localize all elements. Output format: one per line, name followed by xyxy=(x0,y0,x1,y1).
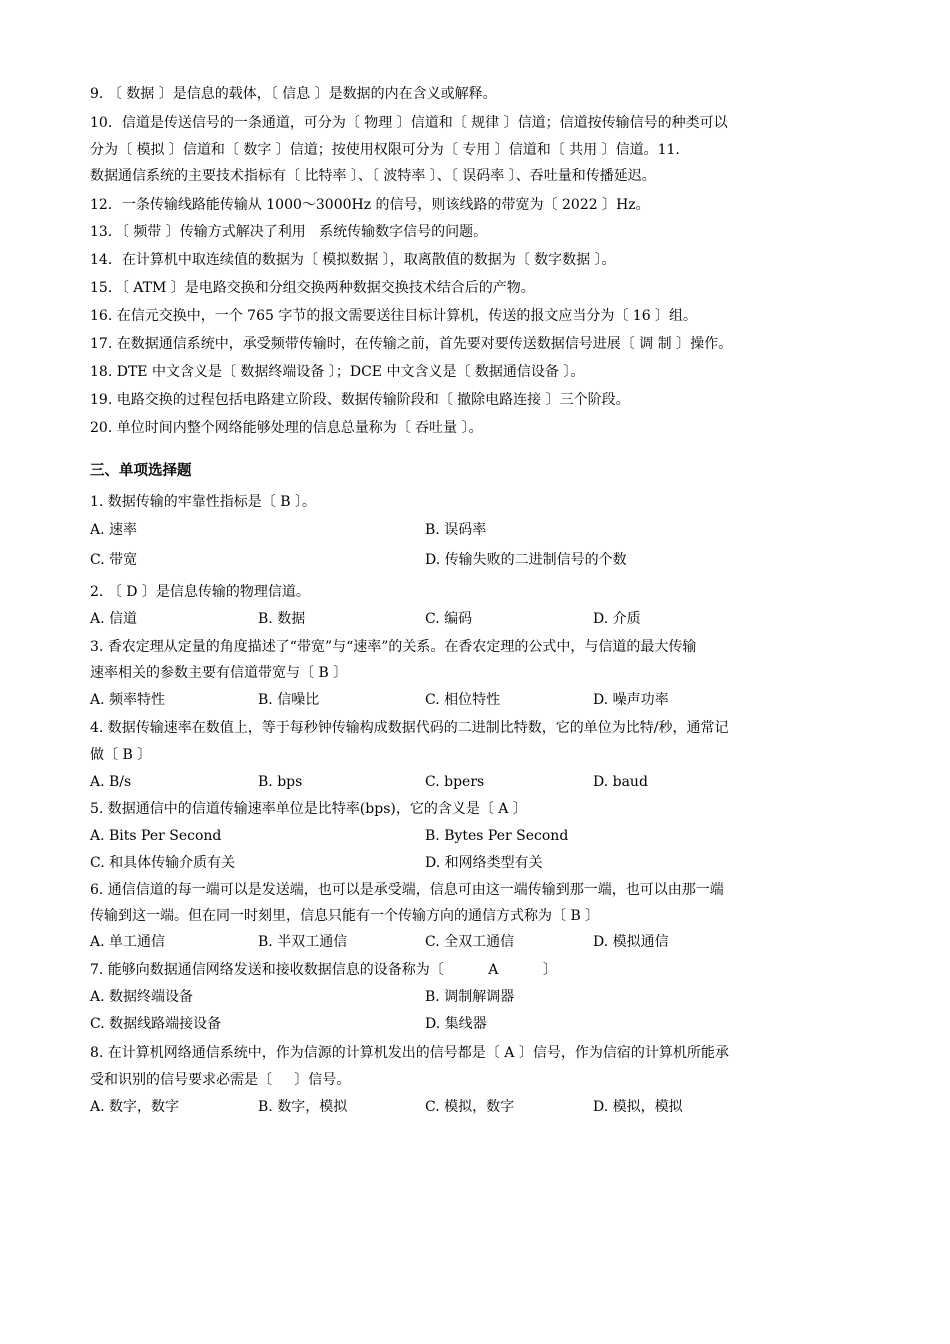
fill-line-11: 数据通信系统的主要技术指标有〔 比特率 〕、〔 波特率 〕、〔 误码率 〕、吞吐量和传播延迟。 xyxy=(90,168,656,184)
q8-stem-1: 8. 在计算机网络通信系统中，作为信源的计算机发出的信号都是〔 A 〕信号，作为信宿的计算机所能承 xyxy=(90,1045,729,1061)
fill-line-17: 17. 在数据通信系统中，承受频带传输时，在传输之前，首先要对要传送数据信号进展〔 调 制 〕操作。 xyxy=(90,336,733,352)
section-title: 三、单项选择题 xyxy=(90,463,192,479)
fill-line-9: 9. 〔 数据 〕是信息的载体，〔 信息 〕是数据的内在含义或解释。 xyxy=(90,86,497,102)
q5-option-d: D. 和网络类型有关 xyxy=(425,855,543,871)
q3-option-d: D. 噪声功率 xyxy=(593,692,669,708)
fill-line-15: 15．〔 ATM 〕是电路交换和分组交换两种数据交换技术结合后的产物。 xyxy=(90,280,535,296)
q5-option-a: A. Bits Per Second xyxy=(90,828,222,844)
q6-stem-2: 传输到这一端。但在同一时刻里，信息只能有一个传输方向的通信方式称为〔 B 〕 xyxy=(90,908,600,924)
q1-option-a: A. 速率 xyxy=(90,522,138,538)
q8-stem-2: 受和识别的信号要求必需是〔 〕信号。 xyxy=(90,1072,351,1088)
q5-option-b: B. Bytes Per Second xyxy=(425,828,569,844)
q3-option-a: A. 频率特性 xyxy=(90,692,166,708)
fill-line-10: 10．信道是传送信号的一条通道，可分为〔 物理 〕信道和〔 规律 〕信道；信道按传输信号的种类可以 xyxy=(90,115,728,131)
fill-line-18: 18. DTE 中文含义是〔 数据终端设备 〕；DCE 中文含义是〔 数据通信设备 〕。 xyxy=(90,364,585,380)
fill-line-10b: 分为〔 模拟 〕信道和〔 数字 〕信道；按使用权限可分为〔 专用 〕信道和〔 共用 〕信道。11. xyxy=(90,142,680,158)
fill-line-16: 16. 在信元交换中，一个 765 字节的报文需要送往目标计算机，传送的报文应当分为〔 16 〕组。 xyxy=(90,308,698,324)
q4-stem-2: 做〔 B 〕 xyxy=(90,747,152,763)
q6-option-c: C. 全双工通信 xyxy=(425,934,515,950)
fill-line-12: 12．一条传输线路能传输从 1000～3000Hz 的信号，则该线路的带宽为〔 2022 〕Hz。 xyxy=(90,197,650,213)
q6-option-a: A. 单工通信 xyxy=(90,934,166,950)
q3-option-b: B. 信噪比 xyxy=(258,692,320,708)
q7-option-b: B. 调制解调器 xyxy=(425,989,515,1005)
q4-option-d: D. baud xyxy=(593,774,648,790)
q1-option-d: D. 传输失败的二进制信号的个数 xyxy=(425,552,627,568)
fill-line-14: 14．在计算机中取连续值的数据为〔 模拟数据 〕，取离散值的数据为〔 数字数据 〕。 xyxy=(90,252,616,268)
q2-option-a: A. 信道 xyxy=(90,611,138,627)
fill-line-19: 19. 电路交换的过程包括电路建立阶段、数据传输阶段和〔 撤除电路连接 〕三个阶段。 xyxy=(90,392,630,408)
q7-stem: 7. 能够向数据通信网络发送和接收数据信息的设备称为〔 A 〕 xyxy=(90,962,557,978)
q2-stem: 2. 〔 D 〕是信息传输的物理信道。 xyxy=(90,584,310,600)
q3-stem-2: 速率相关的参数主要有信道带宽与〔 B 〕 xyxy=(90,665,348,681)
q4-stem-1: 4. 数据传输速率在数值上，等于每秒钟传输构成数据代码的二进制比特数，它的单位为比特/秒，通常记 xyxy=(90,720,729,736)
q1-option-b: B. 误码率 xyxy=(425,522,487,538)
q5-stem: 5. 数据通信中的信道传输速率单位是比特率(bps)，它的含义是〔 A 〕 xyxy=(90,801,527,817)
q1-option-c: C. 带宽 xyxy=(90,552,138,568)
q3-option-c: C. 相位特性 xyxy=(425,692,501,708)
q2-option-c: C. 编码 xyxy=(425,611,473,627)
q6-option-d: D. 模拟通信 xyxy=(593,934,669,950)
q6-stem-1: 6. 通信信道的每一端可以是发送端，也可以是承受端，信息可由这一端传输到那一端，也可以由那一端 xyxy=(90,882,724,898)
q8-option-d: D. 模拟，模拟 xyxy=(593,1099,683,1115)
q5-option-c: C. 和具体传输介质有关 xyxy=(90,855,236,871)
q1-stem: 1. 数据传输的牢靠性指标是〔 B 〕。 xyxy=(90,494,316,510)
fill-line-13: 13．〔 频带 〕传输方式解决了利用 系统传输数字信号的问题。 xyxy=(90,224,488,240)
fill-line-20: 20. 单位时间内整个网络能够处理的信息总量称为〔 吞吐量 〕。 xyxy=(90,420,483,436)
q8-option-c: C. 模拟，数字 xyxy=(425,1099,515,1115)
q7-option-a: A. 数据终端设备 xyxy=(90,989,194,1005)
q6-option-b: B. 半双工通信 xyxy=(258,934,348,950)
q8-option-a: A. 数字，数字 xyxy=(90,1099,180,1115)
q4-option-b: B. bps xyxy=(258,774,303,790)
q4-option-c: C. bpers xyxy=(425,774,485,790)
q4-option-a: A. B/s xyxy=(90,774,132,790)
q7-option-c: C. 数据线路端接设备 xyxy=(90,1016,222,1032)
q2-option-b: B. 数据 xyxy=(258,611,306,627)
q7-option-d: D. 集线器 xyxy=(425,1016,487,1032)
q3-stem-1: 3. 香农定理从定量的角度描述了“带宽”与“速率”的关系。在香农定理的公式中，与信道的最大传输 xyxy=(90,639,697,655)
q8-option-b: B. 数字，模拟 xyxy=(258,1099,348,1115)
q2-option-d: D. 介质 xyxy=(593,611,641,627)
